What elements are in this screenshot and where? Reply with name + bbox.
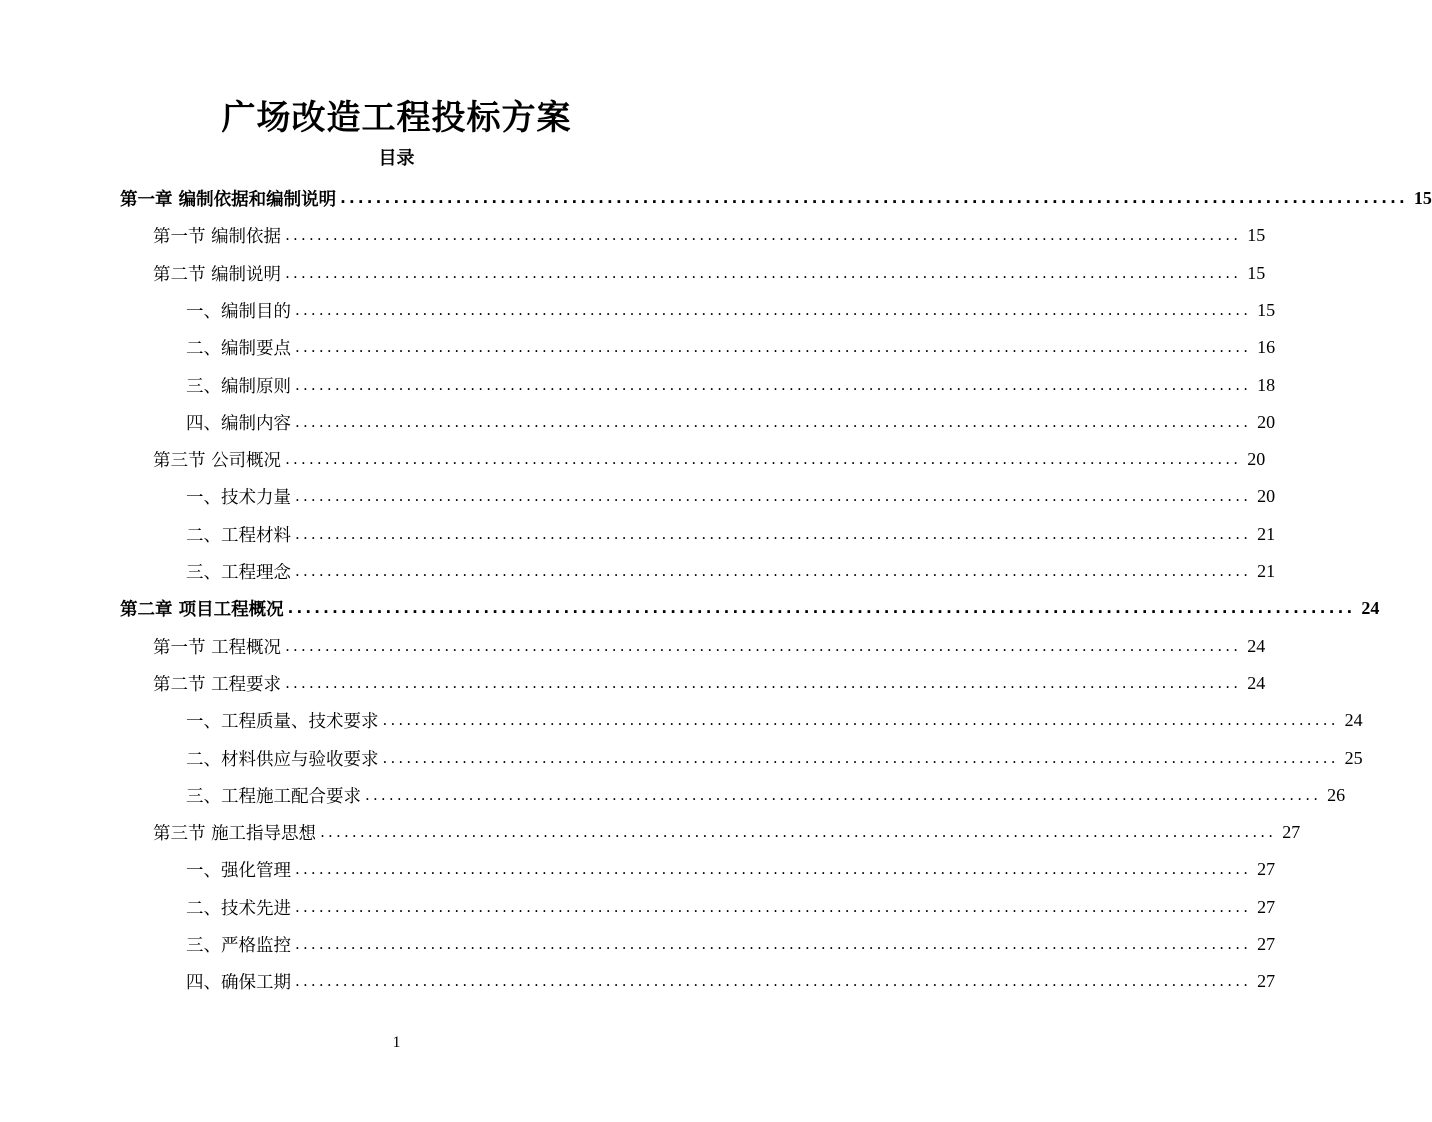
toc-dot-leader: ........................................................................................................................ xyxy=(295,412,1252,431)
toc-dot-leader: ........................................................................................................................ xyxy=(320,823,1277,842)
toc-entry[interactable] xyxy=(186,963,1276,1000)
toc-entry-label: 二、编制要点 xyxy=(186,339,291,360)
toc-entry[interactable] xyxy=(186,367,1276,404)
toc-entry[interactable] xyxy=(186,740,1363,777)
toc-entry-label: 第三节 公司概况 xyxy=(153,451,282,472)
toc-dot-leader: ........................................................................................................................ xyxy=(340,189,1408,207)
toc-entry-page: 24 xyxy=(1344,710,1363,731)
toc-entry[interactable] xyxy=(186,329,1276,366)
toc-dot-leader: ........................................................................................................................ xyxy=(295,300,1252,319)
toc-dot-leader: ........................................................................................................................ xyxy=(287,599,1356,618)
toc-dot-leader: ........................................................................................................................ xyxy=(285,226,1242,245)
toc-dot-leader: ........................................................................................................................ xyxy=(295,972,1252,991)
toc-entry-label: 一、编制目的 xyxy=(186,301,291,322)
toc-entry-label: 第二节 工程要求 xyxy=(153,674,282,695)
toc-entry-page: 21 xyxy=(1257,523,1276,544)
toc-entry-label: 第三节 施工指导思想 xyxy=(153,824,317,845)
page-number: 1 xyxy=(392,1034,401,1051)
toc-entry[interactable] xyxy=(186,553,1276,590)
toc-entry[interactable] xyxy=(186,702,1363,739)
toc-dot-leader: ........................................................................................................................ xyxy=(295,338,1252,357)
toc-entry-label: 二、技术先进 xyxy=(186,898,291,919)
toc-entry[interactable] xyxy=(186,851,1276,888)
toc-entry-page: 27 xyxy=(1257,859,1276,880)
toc-dot-leader: ........................................................................................................................ xyxy=(382,748,1339,767)
toc-entry-page: 15 xyxy=(1247,262,1266,283)
toc-entry-page: 16 xyxy=(1257,337,1276,358)
toc-dot-leader: ........................................................................................................................ xyxy=(295,562,1252,580)
toc-entry[interactable] xyxy=(153,441,1266,478)
toc-entry-page: 27 xyxy=(1257,934,1276,954)
toc-entry-label: 三、工程理念 xyxy=(186,563,291,583)
toc-entry-label: 一、强化管理 xyxy=(186,861,291,882)
toc-entry-label: 四、确保工期 xyxy=(186,973,291,994)
toc-heading: 目录 xyxy=(378,148,415,169)
toc-entry-page: 20 xyxy=(1257,486,1276,507)
toc-entry[interactable] xyxy=(153,665,1266,702)
toc-entry-page: 20 xyxy=(1247,449,1266,470)
toc-entry-label: 三、编制原则 xyxy=(186,376,291,397)
toc-entry-label: 一、技术力量 xyxy=(186,488,291,509)
toc-entry[interactable] xyxy=(186,404,1276,441)
toc-dot-leader: ........................................................................................................................ xyxy=(285,636,1242,655)
toc-entry-page: 15 xyxy=(1413,188,1432,208)
toc-dot-leader: ........................................................................................................................ xyxy=(295,524,1252,543)
toc-entry[interactable] xyxy=(120,590,1380,627)
toc-dot-leader: ........................................................................................................................ xyxy=(295,897,1252,916)
toc-entry-page: 25 xyxy=(1344,747,1363,768)
toc-entry[interactable] xyxy=(186,777,1346,814)
toc-entry-page: 27 xyxy=(1257,971,1276,992)
toc-entry-page: 27 xyxy=(1282,822,1301,843)
toc-entry-label: 第一节 编制依据 xyxy=(153,227,282,248)
toc-entry-label: 二、材料供应与验收要求 xyxy=(186,749,379,770)
toc-entry-page: 18 xyxy=(1257,374,1276,395)
toc-entry[interactable] xyxy=(153,217,1266,254)
toc-entry[interactable] xyxy=(186,478,1276,515)
toc-entry-page: 15 xyxy=(1247,225,1266,246)
toc-dot-leader: ........................................................................................................................ xyxy=(295,860,1252,879)
toc-dot-leader: ........................................................................................................................ xyxy=(365,785,1322,804)
toc-entry-page: 15 xyxy=(1257,299,1276,320)
toc-entry-page: 20 xyxy=(1257,411,1276,432)
toc-entry[interactable] xyxy=(153,255,1266,292)
toc-entry[interactable] xyxy=(186,292,1276,329)
toc-entry-page: 26 xyxy=(1327,784,1346,805)
toc-entry[interactable] xyxy=(186,926,1276,963)
toc-entry[interactable] xyxy=(153,628,1266,665)
toc-dot-leader: ........................................................................................................................ xyxy=(295,375,1252,394)
toc-entry-page: 27 xyxy=(1257,896,1276,917)
toc-entry-label: 三、严格监控 xyxy=(186,936,291,956)
toc-entry-label: 第一节 工程概况 xyxy=(153,637,282,658)
toc-entry-label: 第一章 编制依据和编制说明 xyxy=(120,190,337,210)
toc-entry-label: 三、工程施工配合要求 xyxy=(186,786,361,807)
document-title: 广场改造工程投标方案 xyxy=(221,98,572,138)
toc-entry-page: 24 xyxy=(1247,635,1266,656)
toc-entry-label: 二、工程材料 xyxy=(186,525,291,546)
toc-entry-label: 第二节 编制说明 xyxy=(153,264,282,285)
toc-dot-leader: ........................................................................................................................ xyxy=(382,711,1339,730)
toc-entry[interactable] xyxy=(186,889,1276,926)
toc-entry-label: 一、工程质量、技术要求 xyxy=(186,712,379,733)
toc-entry[interactable] xyxy=(186,516,1276,553)
toc-entry-label: 四、编制内容 xyxy=(186,413,291,434)
toc-entry[interactable] xyxy=(153,814,1301,851)
toc-dot-leader: ........................................................................................................................ xyxy=(295,487,1252,506)
toc-dot-leader: ........................................................................................................................ xyxy=(285,263,1242,282)
toc-dot-leader: ........................................................................................................................ xyxy=(285,450,1242,469)
toc-dot-leader: ........................................................................................................................ xyxy=(285,673,1242,692)
toc-entry[interactable] xyxy=(120,180,1432,217)
toc-dot-leader: ........................................................................................................................ xyxy=(295,935,1252,953)
toc-entry-label: 第二章 项目工程概况 xyxy=(120,600,284,621)
toc-entry-page: 24 xyxy=(1247,672,1266,693)
toc-entry-page: 24 xyxy=(1361,598,1380,619)
toc-entry-page: 21 xyxy=(1257,561,1276,581)
